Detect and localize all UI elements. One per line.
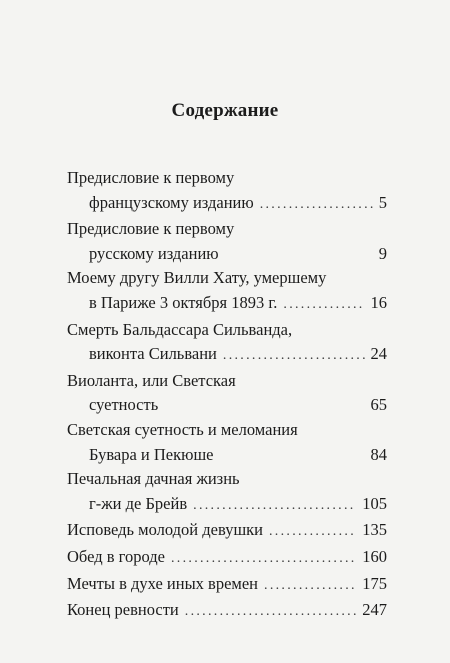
toc-entry bbox=[67, 598, 387, 625]
toc-entry-title-line1: Моему другу Вилли Хату, умершему bbox=[67, 268, 327, 288]
toc-entry-page-number: 160 bbox=[362, 546, 387, 566]
toc-entry-title-line1: Предисловие к первому bbox=[67, 219, 235, 239]
toc-entry bbox=[67, 418, 387, 467]
toc-entry bbox=[67, 518, 387, 545]
toc-entry bbox=[67, 266, 387, 317]
toc-entry bbox=[67, 318, 387, 369]
toc-entry-page-number: 135 bbox=[362, 520, 387, 540]
toc-entry-page-number: 24 bbox=[370, 344, 387, 364]
toc-entry-page-number: 247 bbox=[362, 600, 387, 620]
toc-entry-title-line1: Светская суетность и меломания bbox=[67, 419, 298, 439]
dot-leader bbox=[269, 520, 356, 545]
toc-entry-title-line2: в Париже 3 октября 1893 г. bbox=[89, 292, 278, 312]
toc-entry-page-number: 5 bbox=[378, 192, 387, 212]
toc-entry-title-line2: виконта Сильвани bbox=[89, 344, 217, 364]
table-of-contents bbox=[67, 166, 387, 625]
toc-entry-title-line2: русскому изданию bbox=[89, 243, 219, 263]
toc-entry-page-number: 175 bbox=[362, 573, 387, 593]
toc-entry-title: Мечты в духе иных времен bbox=[67, 573, 259, 593]
toc-entry bbox=[67, 545, 387, 572]
dot-leader bbox=[193, 494, 356, 519]
toc-entry-title: Обед в городе bbox=[67, 546, 165, 566]
toc-entry-page-number: 16 bbox=[370, 292, 387, 312]
toc-entry-title-line2: г-жи де Брейв bbox=[89, 493, 188, 513]
dot-leader bbox=[264, 574, 356, 599]
toc-entry-title-line1: Печальная дачная жизнь bbox=[67, 469, 240, 489]
dot-leader bbox=[171, 547, 356, 572]
toc-entry-title-line1: Предисловие к первому bbox=[67, 168, 235, 187]
toc-entry-title-line2: Бувара и Пекюше bbox=[89, 444, 214, 464]
toc-entry-title: Конец ревности bbox=[67, 600, 179, 620]
toc-entry-title: Исповедь молодой девушки bbox=[67, 520, 263, 540]
toc-entry-page-number: 65 bbox=[370, 395, 387, 415]
toc-entry bbox=[67, 369, 387, 418]
toc-entry-title-line1: Смерть Бальдассара Сильванда, bbox=[67, 319, 293, 339]
toc-entry-page-number: 105 bbox=[362, 493, 387, 513]
toc-entry-page-number: 9 bbox=[378, 243, 387, 263]
toc-entry-title-line2: суетность bbox=[89, 395, 159, 415]
dot-leader bbox=[283, 293, 364, 318]
page-title: Содержание bbox=[171, 100, 279, 121]
dot-leader bbox=[223, 344, 365, 369]
toc-entry-title-line2: французскому изданию bbox=[89, 192, 254, 212]
toc-entry bbox=[67, 572, 387, 599]
toc-entry bbox=[67, 467, 387, 518]
toc-entry-page-number: 84 bbox=[370, 444, 387, 464]
toc-entry bbox=[67, 166, 387, 217]
dot-leader bbox=[260, 193, 373, 218]
toc-entry bbox=[67, 217, 387, 266]
toc-entry-title-line1: Виоланта, или Светская bbox=[67, 370, 236, 390]
dot-leader bbox=[185, 600, 356, 625]
